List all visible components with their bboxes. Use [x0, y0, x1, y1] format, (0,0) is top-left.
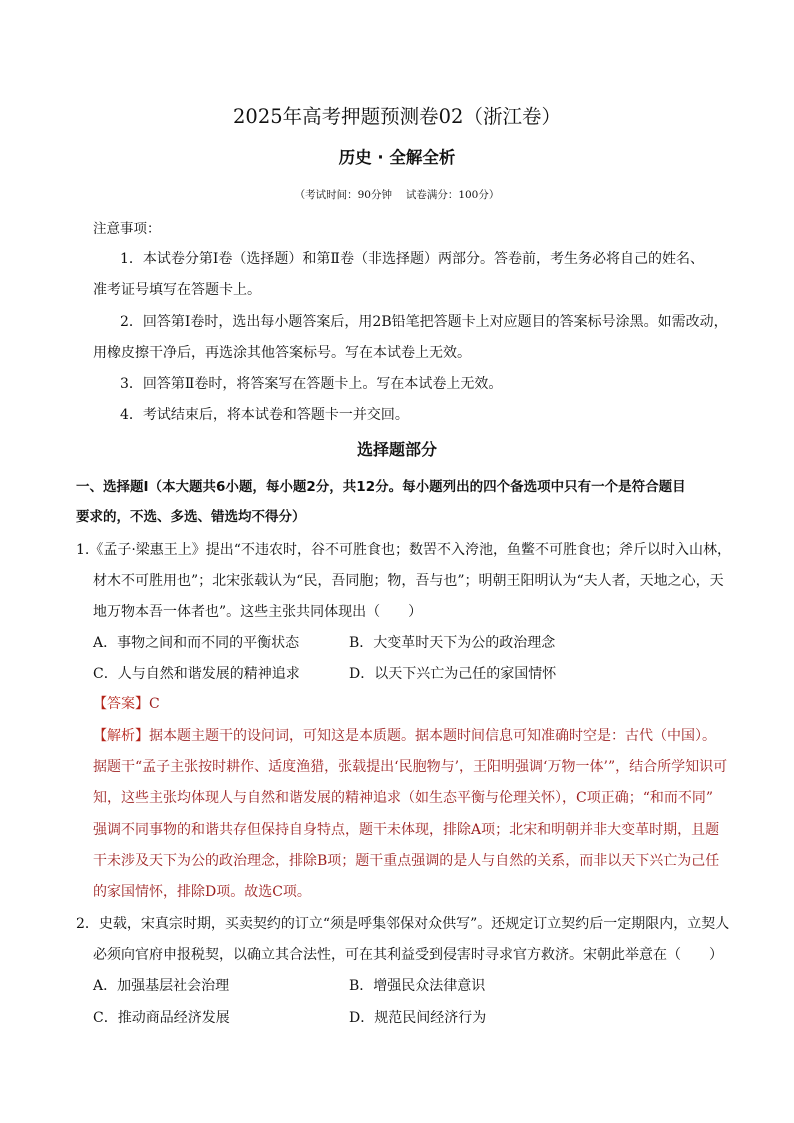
option-c: C．人与自然和谐发展的精神追求	[93, 666, 300, 682]
analysis-label: 【解析】	[93, 728, 149, 744]
question-stem-line: 1.《孟子·梁惠王上》提出“不违农时，谷不可胜食也；数罟不入洿池，鱼鳖不可胜食也；斧斤以时入山林，	[76, 542, 731, 558]
analysis-line: 据题干“孟子主张按时耕作、适度渔猎，张载提出‘民胞物与’，王阳明强调‘万物一体’”，结合所学知识可	[93, 759, 728, 775]
option-a: A．加强基层社会治理	[93, 978, 230, 994]
notice-line: 4．考试结束后，将本试卷和答题卡一并交回。	[120, 407, 409, 423]
option-a: A．事物之间和而不同的平衡状态	[93, 635, 300, 651]
analysis-line: 强调不同事物的和谐共存但保持自身特点，题干未体现，排除A项；北宋和明朝并非大变革时期，且题	[93, 822, 720, 838]
analysis-line	[93, 726, 716, 746]
analysis-line: 知，这些主张均体现人与自然和谐发展的精神追求（如生态平衡与伦理关怀），C项正确；“和而不同”	[93, 790, 714, 806]
notice-line: 用橡皮擦干净后，再选涂其他答案标号。写在本试卷上无效。	[93, 345, 471, 361]
notice-line: 1．本试卷分第Ⅰ卷（选择题）和第Ⅱ卷（非选择题）两部分。答卷前，考生务必将自己的姓名、	[120, 251, 704, 267]
answer-label: 【答案】	[93, 696, 149, 712]
question-stem-line: 材木不可胜用也”；北宋张载认为“民，吾同胞；物，吾与也”；明朝王阳明认为“夫人者，天地之心，天	[93, 573, 724, 589]
analysis-line: 的家国情怀，排除D项。故选C项。	[93, 884, 311, 900]
notice-line: 准考证号填写在答题卡上。	[93, 282, 261, 298]
answer-line	[93, 694, 160, 714]
document-subtitle: 历史 · 全解全析	[338, 148, 456, 167]
section-title: 选择题部分	[356, 440, 437, 459]
section-instruction: 要求的，不选、多选、错选均不得分）	[76, 509, 306, 525]
analysis-line: 干未涉及天下为公的政治理念，排除B项；题干重点强调的是人与自然的关系，而非以天下兴亡为己任	[93, 853, 720, 869]
option-b: B．大变革时天下为公的政治理念	[349, 635, 556, 651]
answer-value: C	[149, 696, 160, 712]
question-stem-line: 2．史载，宋真宗时期，买卖契约的订立“须是呼集邻保对众供写”。还规定订立契约后一定期限内，立契人	[76, 916, 730, 932]
notice-heading: 注意事项：	[93, 221, 161, 237]
question-stem-line: 必须向官府申报税契，以确立其合法性，可在其利益受到侵害时寻求官方救济。宋朝此举意在（ ）	[93, 947, 723, 963]
document-title: 2025年高考押题预测卷02（浙江卷）	[233, 105, 561, 128]
option-c: C．推动商品经济发展	[93, 1010, 230, 1026]
analysis-text: 据本题主题干的设问词，可知这是本质题。据本题时间信息可知准确时空是：古代（中国）。	[149, 728, 716, 744]
notice-line: 3．回答第Ⅱ卷时，将答案写在答题卡上。写在本试卷上无效。	[120, 376, 503, 392]
option-d: D．以天下兴亡为己任的家国情怀	[349, 666, 557, 682]
option-d: D．规范民间经济行为	[349, 1010, 487, 1026]
notice-line: 2．回答第Ⅰ卷时，选出每小题答案后，用2B铅笔把答题卡上对应题目的答案标号涂黑。如需改动，	[120, 314, 728, 330]
section-instruction: 一、选择题Ⅰ（本大题共6小题，每小题2分，共12分。每小题列出的四个备选项中只有一个是符合题目	[76, 479, 686, 495]
option-b: B．增强民众法律意识	[349, 978, 486, 994]
question-stem-line: 地万物本吾一体者也”。这些主张共同体现出（ ）	[93, 604, 423, 620]
exam-info: （考试时间：90分钟 试卷满分：100分）	[294, 189, 500, 201]
